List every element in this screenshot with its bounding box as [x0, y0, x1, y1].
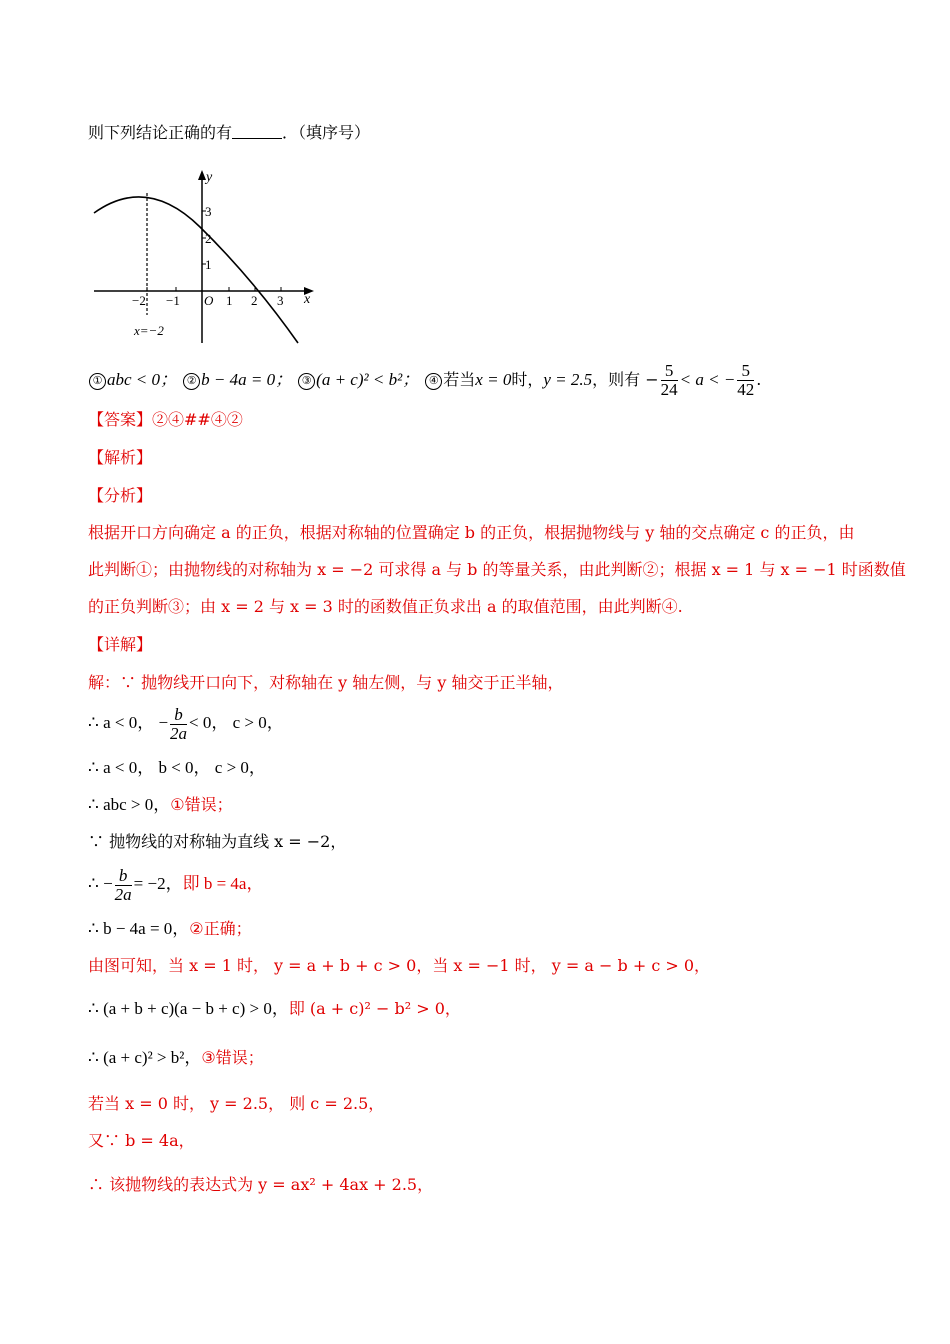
question-line: [88, 122, 370, 144]
answer-blank: [232, 124, 282, 139]
fraction: [115, 867, 132, 904]
detail-line: [88, 794, 233, 816]
option-2: b − 4a = 0；: [201, 370, 293, 389]
analysis-line: 此判断①；由抛物线的对称轴为 x = −2 可求得 a 与 b 的等量关系，由此判断②；根据 x = 1 与 x = −1 时函数值: [88, 560, 906, 579]
option-4-math: x = 0: [475, 370, 512, 389]
fraction: [661, 362, 678, 399]
fraction: [170, 706, 187, 743]
detail-math: ∴ (a + c)² > b²，: [88, 1048, 202, 1067]
xiangjie-heading: 【详解】: [88, 635, 153, 654]
detail-math: ∴ (a + b + c)(a − b + c) > 0，: [88, 999, 289, 1018]
fraction-numerator: 5: [661, 362, 678, 381]
jiexi-heading: 【解析】: [88, 448, 153, 467]
detail-line: [88, 998, 461, 1020]
y-tick-label: 2: [205, 231, 212, 246]
answer-line: [88, 409, 243, 431]
option-4-math: < a < −: [679, 370, 736, 389]
detail-math: < 0， c > 0，: [189, 713, 284, 732]
option-3: (a + c)² < b²；: [316, 370, 420, 389]
option-4-text: .: [756, 370, 762, 389]
x-tick-label: 3: [277, 293, 284, 308]
detail-line: 解：∵ 抛物线开口向下，对称轴在 y 轴左侧，与 y 轴交于正半轴，: [88, 673, 564, 692]
x-axis-label: x: [304, 292, 311, 307]
x-tick-label: −1: [166, 293, 180, 308]
fraction-numerator: 5: [737, 362, 754, 381]
question-suffix: ．（填序号）: [282, 123, 371, 142]
fraction: [737, 362, 754, 399]
detail-conclusion: 即 (a + c)² − b² > 0，: [288, 999, 461, 1018]
detail-line: [88, 703, 284, 743]
detail-math: ∴ abc > 0，: [88, 795, 171, 814]
detail-conclusion: 即 b = 4a，: [182, 874, 264, 893]
question-prefix: 则下列结论正确的有: [88, 123, 233, 142]
detail-line: ∴ 该抛物线的表达式为 y = ax² + 4ax + 2.5，: [88, 1175, 434, 1194]
option-4-text: 若当: [443, 370, 476, 389]
answer-value: ②④##④②: [152, 410, 243, 429]
fraction-denominator: 2a: [114, 884, 132, 904]
option-number: ③: [298, 373, 315, 390]
parabola-curve: [94, 197, 298, 343]
detail-conclusion: ③错误；: [201, 1048, 264, 1067]
symmetry-axis-label: x=−2: [134, 323, 164, 338]
detail-line: [88, 1047, 264, 1069]
fenxi-heading: 【分析】: [88, 486, 153, 505]
detail-line: ∴ a < 0， b < 0， c > 0，: [88, 758, 266, 777]
y-axis-arrow: [198, 170, 206, 180]
origin-label: O: [204, 293, 214, 308]
option-4-math: y = 2.5: [543, 370, 593, 389]
fraction-numerator: b: [170, 706, 187, 725]
detail-math: = −2，: [133, 874, 183, 893]
x-tick-label: −2: [132, 293, 146, 308]
detail-line: ∵ 抛物线的对称轴为直线 x = −2，: [88, 832, 347, 851]
y-axis-label: y: [206, 170, 213, 185]
y-tick-label: 3: [205, 204, 212, 219]
detail-line: [88, 864, 263, 904]
option-number: ①: [89, 373, 106, 390]
x-tick-label: 1: [226, 293, 233, 308]
answer-tag: 【答案】: [88, 410, 153, 429]
detail-line: [88, 918, 252, 940]
analysis-line: 根据开口方向确定 a 的正负，根据对称轴的位置确定 b 的正负，根据抛物线与 y 轴的交点确定 c 的正负，由: [88, 523, 855, 542]
option-4-text: 时，: [511, 370, 544, 389]
option-4-text: ，则有 −: [592, 370, 659, 389]
options-line: [88, 362, 761, 399]
detail-conclusion: ②正确；: [189, 919, 252, 938]
y-tick-label: 1: [205, 257, 212, 272]
parabola-graph: [88, 165, 323, 345]
detail-line: 由图可知，当 x = 1 时， y = a + b + c > 0，当 x = −1 时， y = a − b + c > 0，: [88, 956, 711, 975]
option-number: ④: [425, 373, 442, 390]
analysis-line: 的正负判断③；由 x = 2 与 x = 3 时的函数值正负求出 a 的取值范围，由此判断④.: [88, 597, 683, 616]
detail-conclusion: ①错误；: [170, 795, 233, 814]
fraction-denominator: 24: [660, 380, 678, 399]
detail-line: 若当 x = 0 时， y = 2.5， 则 c = 2.5，: [88, 1094, 385, 1113]
detail-math: ∴ a < 0， −: [88, 713, 169, 732]
option-1: abc < 0；: [107, 370, 178, 389]
fraction-denominator: 2a: [170, 723, 188, 743]
fraction-denominator: 42: [737, 380, 755, 399]
option-number: ②: [183, 373, 200, 390]
detail-line: 又∵ b = 4a，: [88, 1131, 195, 1150]
fraction-numerator: b: [115, 867, 132, 886]
detail-math: ∴ −: [88, 874, 113, 893]
x-tick-label: 2: [251, 293, 258, 308]
detail-math: ∴ b − 4a = 0，: [88, 919, 190, 938]
